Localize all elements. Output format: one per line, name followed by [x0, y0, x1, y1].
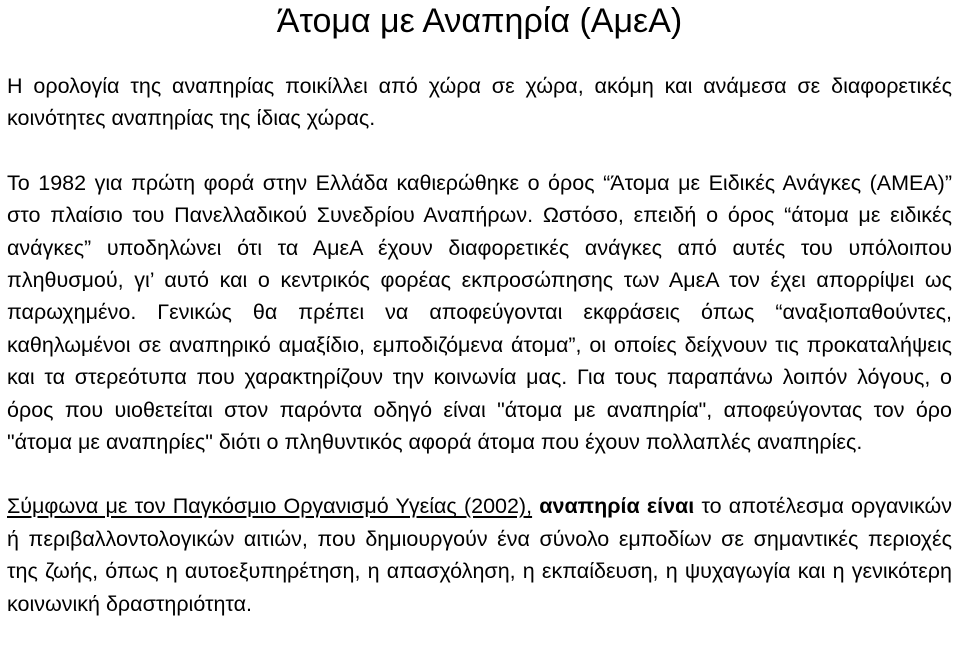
body-text	[7, 70, 952, 620]
paragraph-history: Το 1982 για πρώτη φορά στην Ελλάδα καθιερώθηκε ο όρος “Άτομα με Ειδικές Ανάγκες (ΑΜΕΑ)” στο πλαίσιο του Πανελλαδικού Συνεδρίου Αναπήρων. Ωστόσο, επειδή ο όρος “άτομα με ειδικές ανάγκες” υποδηλώνει ότι τα ΑμεΑ έχουν διαφορετικές ανάγκες από αυτές του υπόλοιπου πληθυσμού, γι’ αυτό και ο κεντρικός φορέας εκπροσώπησης των ΑμεΑ τον έχει απορρίψει ως παρωχημένο. Γενικώς θα πρέπει να αποφεύγονται εκφράσεις όπως “αναξιοπαθούντες, καθηλωμένοι σε αναπηρικό αμαξίδιο, εμποδιζόμενα άτομα”, οι οποίες δείχνουν τις προκαταλήψεις και τα στερεότυπα που χαρακτηρίζουν την κοινωνία μας. Για τους παραπάνω λοιπόν λόγους, ο όρος που υιοθετείται στον παρόντα οδηγό είναι "άτομα με αναπηρία", αποφεύγοντας τον όρο "άτομα με αναπηρίες" διότι ο πληθυντικός αφορά άτομα που έχουν πολλαπλές αναπηρίες.	[7, 170, 952, 455]
paragraph-terminology: Η ορολογία της αναπηρίας ποικίλλει από χώρα σε χώρα, ακόμη και ανάμεσα σε διαφορετικές κοινότητες αναπηρίας της ίδιας χώρας.	[7, 74, 952, 131]
definition-term: αναπηρία είναι	[539, 494, 695, 519]
who-reference: Σύμφωνα με τον Παγκόσμιο Οργανισμό Υγείας (2002),	[7, 494, 533, 519]
definition-text: το αποτέλεσμα οργανικών ή περιβαλλοντολογικών αιτιών, που δημιουργούν ένα σύνολο εμποδίων σε σημαντικές περιοχές της ζωής, όπως η αυτοεξυπηρέτηση, η απασχόληση, η εκπαίδευση, η ψυχαγωγία και η γενικότερη κοινωνική δραστηριότητα.	[7, 494, 952, 616]
page-title: Άτομα με Αναπηρία (ΑμεΑ)	[276, 2, 683, 40]
paragraph-who-definition	[7, 490, 952, 620]
